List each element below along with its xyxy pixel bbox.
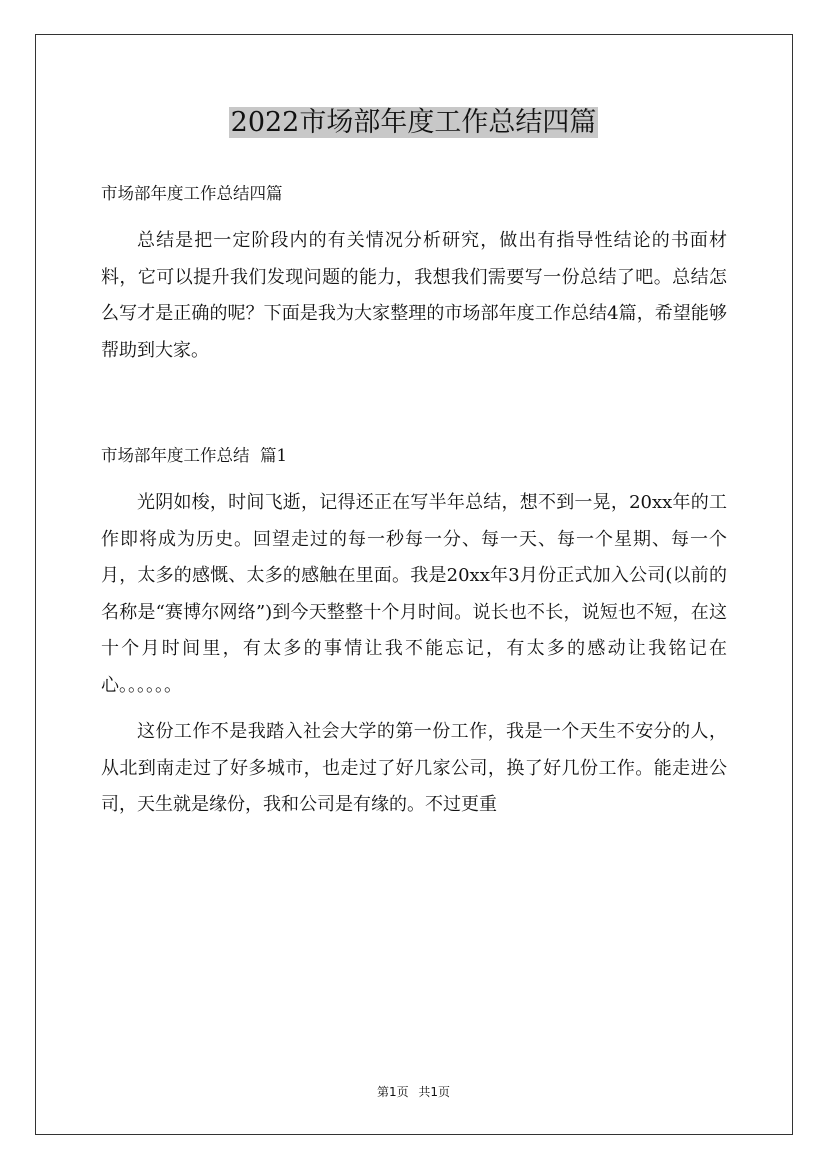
document-body <box>101 176 727 824</box>
document-title <box>0 103 827 143</box>
document-title-text: 2022市场部年度工作总结四篇 <box>230 107 597 138</box>
page-number: 第1页 <box>376 1085 409 1099</box>
section-1-paragraph-2: 这份工作不是我踏入社会大学的第一份工作，我是一个天生不安分的人，从北到南走过了好多城市，也走过了好几家公司，换了好几份工作。能走进公司，天生就是缘份，我和公司是有缘的。不过更重 <box>101 721 727 815</box>
section-1-heading: 市场部年度工作总结 篇1 <box>101 446 287 465</box>
page-total: 共1页 <box>418 1085 451 1099</box>
section-1-paragraph-1: 光阴如梭，时间飞逝，记得还正在写半年总结，想不到一晃，20xx年的工作即将成为历史。回望走过的每一秒每一分、每一天、每一个星期、每一个月，太多的感慨、太多的感触在里面。我是20xx年3月份正式加入公司(以前的名称是“赛博尔网络”)到今天整整十个月时间。说长也不长，说短也不短，在这十个月时间里，有太多的事情让我不能忘记，有太多的感动让我铭记在心。。。。。。 <box>101 492 727 696</box>
page-footer <box>0 1083 827 1100</box>
document-subtitle: 市场部年度工作总结四篇 <box>101 184 283 203</box>
intro-paragraph: 总结是把一定阶段内的有关情况分析研究，做出有指导性结论的书面材料，它可以提升我们发现问题的能力，我想我们需要写一份总结了吧。总结怎么写才是正确的呢？下面是我为大家整理的市场部年度工作总结4篇，希望能够帮助到大家。 <box>101 230 727 361</box>
